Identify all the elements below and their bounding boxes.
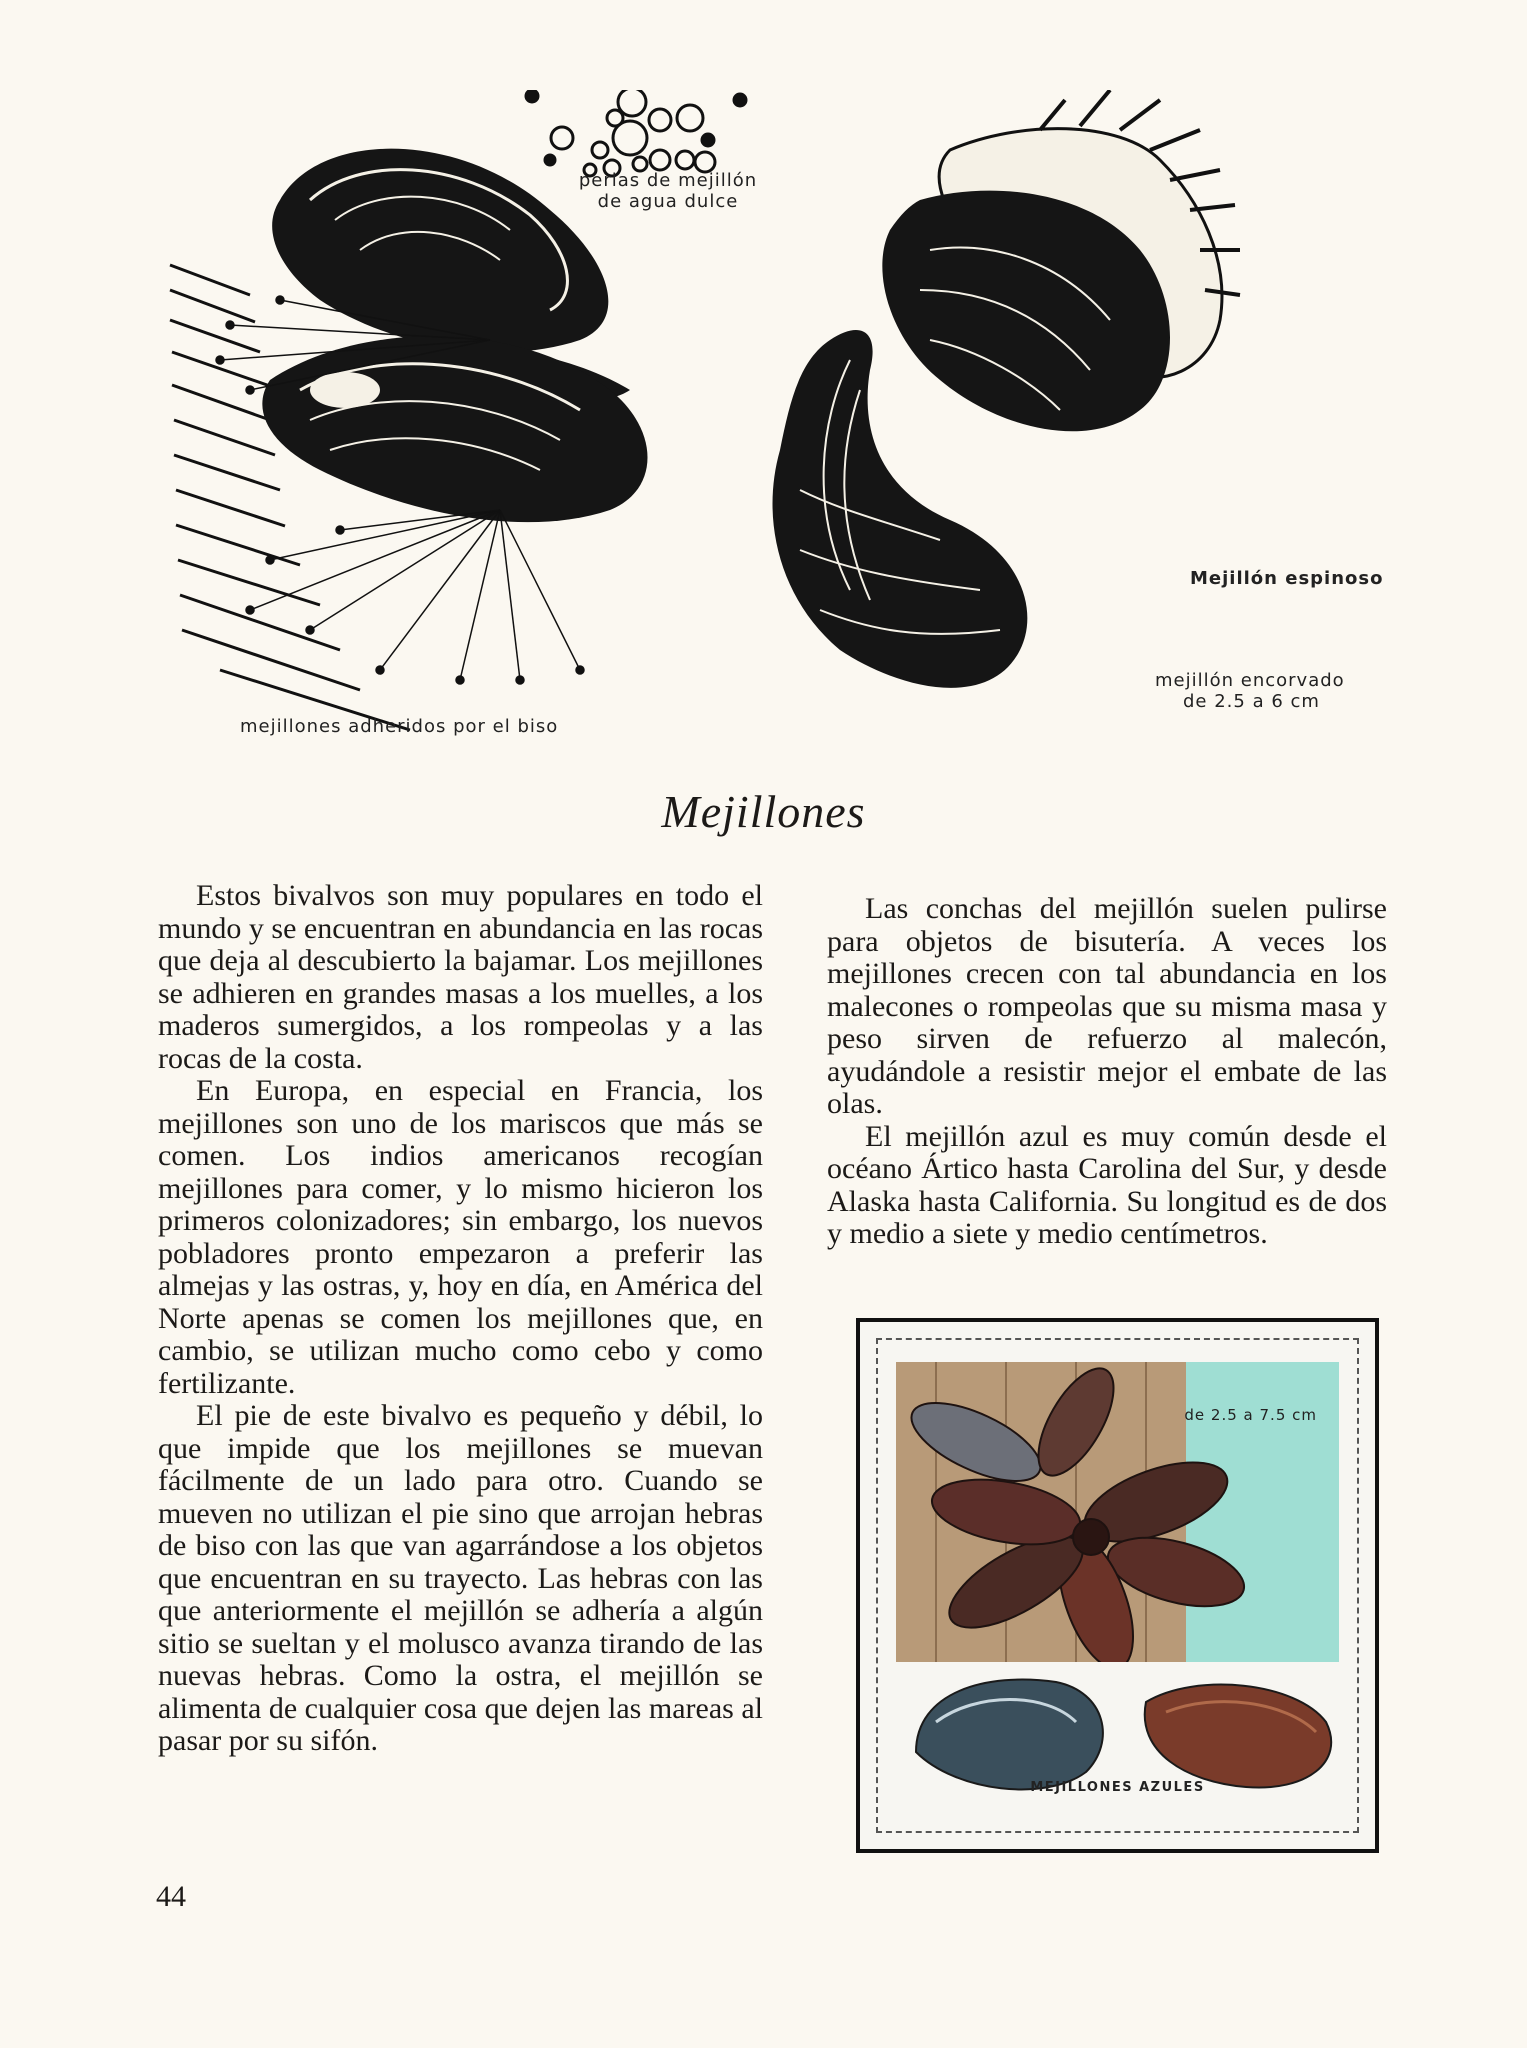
freshwater-pearls xyxy=(526,90,746,176)
pearls-caption-line1: perlas de mejillón xyxy=(578,170,758,191)
rock-hatching xyxy=(170,265,410,730)
paragraph: Las conchas del mejillón suelen pulirse para objetos de bisutería. A veces los mejillones crecen con tal abundancia en los malecones o rompeolas que su misma masa y peso sirven de refuerzo al malecón, ayudándole a resistir mejor el embate de las olas. xyxy=(827,892,1387,1120)
mussel-illustration xyxy=(160,90,1400,750)
spiny-mussel xyxy=(882,90,1240,431)
curved-mussel-caption-line1: mejillón encorvado xyxy=(1155,670,1345,691)
page-title: Mejillones xyxy=(661,786,866,837)
blue-mussels-photo xyxy=(896,1362,1339,1802)
pearls-caption-line2: de agua dulce xyxy=(597,191,739,212)
right-column xyxy=(827,893,1387,1251)
curved-mussel-caption xyxy=(1155,670,1345,712)
pearls-caption xyxy=(568,170,768,212)
paragraph: El mejillón azul es muy común desde el océano Ártico hasta Carolina del Sur, y desde Alaska hasta California. Su longitud es de dos y medio a siete y medio centímetros. xyxy=(827,1119,1387,1250)
page-number: 44 xyxy=(156,1880,186,1913)
mussel-bottom-left xyxy=(262,336,647,522)
blue-mussels-plate xyxy=(856,1318,1379,1853)
paragraph: En Europa, en especial en Francia, los mejillones son uno de los mariscos que más se comen. Los indios americanos recogían mejillones para comer, y lo mismo hicieron los primeros colonizadores; sin embargo, los nuevos pobladores pronto empezaron a preferir las almejas y las ostras, y, hoy en día, en América del Norte apenas se comen los mejillones que, en cambio, se utilizan mucho como cebo y como fertilizante. xyxy=(158,1074,763,1400)
curved-mussel-caption-line2: de 2.5 a 6 cm xyxy=(1183,691,1320,712)
plate-caption: MEJILLONES AZULES xyxy=(1030,1780,1205,1795)
left-column xyxy=(158,880,763,1758)
paragraph: Estos bivalvos son muy populares en todo el mundo y se encuentran en abundancia en las rocas que deja al descubierto la bajamar. Los mejillones se adhieren en grandes masas a los muelles, a los maderos sumergidos, a los rompeolas y a las rocas de la costa. xyxy=(158,879,763,1075)
spiny-mussel-caption: Mejillón espinoso xyxy=(1190,568,1384,589)
plate-size-label: de 2.5 a 7.5 cm xyxy=(1184,1406,1317,1424)
mussel-drawings xyxy=(160,90,1400,750)
byssus-caption: mejillones adheridos por el biso xyxy=(240,716,559,737)
paragraph: El pie de este bivalvo es pequeño y débil, lo que impide que los mejillones se muevan fácilmente de un lado para otro. Cuando se mueven no utilizan el pie sino que arrojan hebras de biso con las que van agarrándose a los objetos que encuentran en su trayecto. Las hebras con las que anteriormente el mejillón se adhería a algún sitio se sueltan y el molusco avanza tirando de las nuevas hebras. Como la ostra, el mejillón se alimenta de cualquier cosa que dejen las mareas al pasar por su sifón. xyxy=(158,1399,763,1757)
